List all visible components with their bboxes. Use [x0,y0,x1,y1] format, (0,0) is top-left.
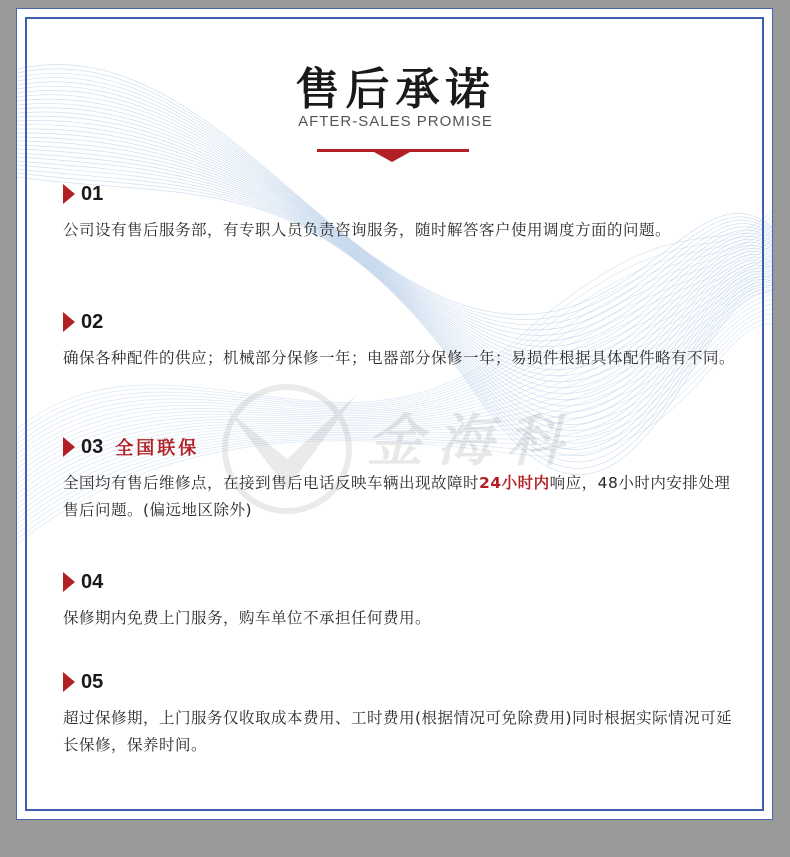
section-text: 确保各种配件的供应；机械部分保修一年；电器部分保修一年；易损件根据具体配件略有不同。 [63,349,736,367]
triangle-marker-icon [63,312,75,332]
section-header [63,309,743,335]
content [17,9,773,820]
triangle-marker-icon [63,437,75,457]
section-text: 公司设有售后服务部，有专职人员负责咨询服务，随时解答客户使用调度方面的问题。 [63,221,672,239]
response-time-highlight: 24小时内 [479,474,550,492]
section-text [63,470,743,524]
promise-sheet [16,8,773,820]
triangle-marker-icon [63,572,75,592]
section-04 [63,569,743,632]
section-02 [63,309,743,372]
section-header [63,569,743,595]
page-subtitle: AFTER-SALES PROMISE [298,113,493,130]
section-header [63,669,743,695]
page-title: 售后承诺 [295,64,496,115]
section-header [63,434,743,460]
section-number: 02 [81,310,104,333]
triangle-marker-icon [63,184,75,204]
section-number: 03 [81,435,104,458]
section-01 [63,181,743,244]
watermark-text: 金海科 [367,408,577,474]
text-after: 响应，48小时内安排处理售后问题。(偏远地区除外) [63,474,731,519]
section-number: 04 [81,570,104,593]
section-05 [63,669,743,759]
section-text: 保修期内免费上门服务，购车单位不承担任何费用。 [63,609,432,627]
text-before: 全国均有售后维修点，在接到售后电话反映车辆出现故障时 [63,474,480,492]
nationwide-warranty-tag: 全国联保 [115,438,200,459]
section-header [63,181,743,207]
section-text: 超过保修期，上门服务仅收取成本费用、工时费用(根据情况可免除费用)同时根据实际情况可延长保修，保养时间。 [63,709,733,754]
section-03 [63,434,743,524]
triangle-marker-icon [63,672,75,692]
title-notch-icon [374,152,410,162]
section-number: 01 [81,182,104,205]
section-number: 05 [81,670,104,693]
